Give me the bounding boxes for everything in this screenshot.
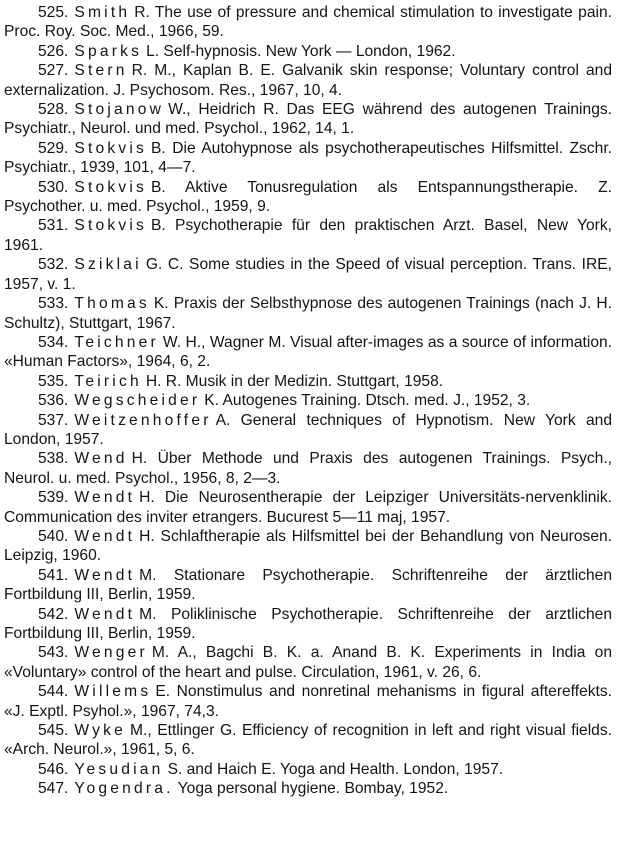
reference-number: 538. <box>38 450 69 468</box>
reference-number: 533. <box>38 295 69 313</box>
reference-author: Wenger <box>74 644 148 662</box>
reference-number: 540. <box>38 527 69 545</box>
reference-entry <box>4 760 612 779</box>
reference-number: 536. <box>38 392 69 410</box>
reference-entry <box>4 3 612 42</box>
reference-entry <box>4 42 612 61</box>
reference-number: 542. <box>38 605 69 623</box>
reference-entry <box>4 294 612 333</box>
reference-citation: M. Poliklinische Psychotherapie. Schriftenreihe der arztlichen Fortbildung III, Berlin, 1959. <box>4 605 612 642</box>
reference-citation: H. Schlaftherapie als Hilfsmittel bei der Behandlung von Neurosen. Leipzig, 1960. <box>4 527 612 565</box>
reference-number: 534. <box>38 333 69 351</box>
reference-entry <box>4 449 612 488</box>
reference-entry <box>4 139 612 178</box>
reference-citation: R. The use of pressure and chemical stimulation to investigate pain. Proc. Roy. Soc. Med., 1966, 59. <box>4 4 612 41</box>
reference-author: Stokvis <box>74 178 148 196</box>
reference-author: Sparks <box>74 42 143 60</box>
reference-list <box>4 3 612 799</box>
reference-citation: S. and Haich E. Yoga and Health. London, 1957. <box>167 760 504 778</box>
reference-author: Wendt <box>74 605 136 623</box>
reference-author: Wendt <box>74 489 136 507</box>
reference-citation: A. General techniques of Hypnotism. New York and London, 1957. <box>4 411 612 448</box>
reference-author: Yogendra. <box>74 780 174 798</box>
reference-number: 525. <box>38 4 69 21</box>
reference-number: 539. <box>38 489 69 507</box>
reference-entry <box>4 255 612 294</box>
reference-entry <box>4 333 612 372</box>
reference-citation: M., Ettlinger G. Efficiency of recognition in left and right visual fields. «Arch. Neurol.», 1961, 5, 6. <box>4 722 612 759</box>
reference-citation: H. Über Methode und Praxis des autogenen Trainings. Psych., Neurol. u. med. Psychol., 1956, 8, 2—3. <box>4 450 612 487</box>
reference-number: 537. <box>38 411 69 429</box>
reference-author: Teirich <box>74 372 142 390</box>
reference-author: Wyke <box>74 722 127 740</box>
reference-author: Teichner <box>74 333 159 351</box>
reference-author: Wendt <box>74 566 136 584</box>
reference-citation: G. C. Some studies in the Speed of visual perception. Trans. IRE, 1957, v. 1. <box>4 256 612 293</box>
reference-author: Sziklai <box>74 256 142 274</box>
reference-entry <box>4 178 612 217</box>
reference-entry <box>4 411 612 450</box>
reference-citation: K. Autogenes Training. Dtsch. med. J., 1952, 3. <box>204 392 531 410</box>
reference-number: 547. <box>38 780 69 798</box>
reference-entry <box>4 100 612 139</box>
reference-citation: Yoga personal hygiene. Bombay, 1952. <box>177 780 449 798</box>
reference-author: Willems <box>74 683 152 701</box>
reference-citation: B. Die Autohypnose als psychotherapeutisches Hilfsmittel. Zschr. Psychiatr., 1939, 101, 4—7. <box>4 139 612 177</box>
reference-entry <box>4 605 612 644</box>
reference-citation: M. Stationare Psychotherapie. Schriftenreihe der ärztlichen Fortbildung III, Berlin, 1959. <box>4 566 612 604</box>
reference-number: 531. <box>38 217 69 235</box>
reference-citation: W. H., Wagner M. Visual after-images as a source of information. «Human Factors», 1964, 6, 2. <box>4 333 612 371</box>
reference-citation: B. Aktive Tonusregulation als Entspannungstherapie. Z. Psychother. u. med. Psychol., 1959, 9. <box>4 178 612 216</box>
reference-entry <box>4 391 612 410</box>
reference-author: Thomas <box>74 295 150 313</box>
reference-citation: K. Praxis der Selbsthypnose des autogenen Trainings (nach J. H. Schultz), Stuttgart, 1967. <box>4 295 612 332</box>
reference-author: Wend <box>74 450 128 468</box>
reference-number: 527. <box>38 62 69 80</box>
reference-number: 543. <box>38 644 69 662</box>
reference-number: 546. <box>38 760 69 778</box>
reference-number: 532. <box>38 256 69 274</box>
reference-author: Weitzenhoffer <box>74 411 212 429</box>
reference-entry <box>4 372 612 391</box>
reference-citation: M. A., Bagchi B. K. a. Anand B. K. Experiments in India on «Voluntary» control of the heart and pulse. Circulation, 1961, v. 26, 6. <box>4 644 612 681</box>
reference-entry <box>4 488 612 527</box>
reference-number: 544. <box>38 683 69 701</box>
reference-entry <box>4 566 612 605</box>
reference-number: 535. <box>38 372 69 390</box>
reference-author: Stojanow <box>74 101 165 119</box>
reference-entry <box>4 779 612 798</box>
reference-citation: R. M., Kaplan B. E. Galvanik skin response; Voluntary control and externalization. J. Psychosom. Res., 1967, 10, 4. <box>4 62 612 99</box>
reference-author: Stokvis <box>74 217 148 235</box>
reference-entry <box>4 61 612 100</box>
reference-entry <box>4 682 612 721</box>
reference-citation: H. Die Neurosentherapie der Leipziger Universitäts-nervenklinik. Communication des inviter etrangers. Bucurest 5—11 maj, 1957. <box>4 489 612 526</box>
reference-author: Wendt <box>74 527 136 545</box>
reference-number: 529. <box>38 139 69 157</box>
reference-entry <box>4 527 612 566</box>
reference-citation: W., Heidrich R. Das EEG während des autogenen Trainings. Psychiatr., Neurol. und med. Psychol., 1962, 14, 1. <box>4 101 612 138</box>
reference-number: 545. <box>38 722 69 740</box>
reference-author: Smith <box>74 4 131 21</box>
reference-citation: E. Nonstimulus and nonretinal mehanisms in figural aftereffekts. «J. Exptl. Psyhol.», 1967, 74,3. <box>4 683 612 720</box>
reference-entry <box>4 643 612 682</box>
reference-author: Yesudian <box>74 760 164 778</box>
reference-author: Stern <box>74 62 128 80</box>
reference-number: 530. <box>38 178 69 196</box>
reference-entry <box>4 216 612 255</box>
reference-number: 526. <box>38 42 69 60</box>
reference-citation: H. R. Musik in der Medizin. Stuttgart, 1958. <box>145 372 444 390</box>
reference-author: Wegscheider <box>74 392 201 410</box>
reference-number: 528. <box>38 101 69 119</box>
reference-citation: L. Self-hypnosis. New York — London, 1962. <box>146 42 456 60</box>
reference-entry <box>4 721 612 760</box>
reference-number: 541. <box>38 566 69 584</box>
reference-citation: B. Psychotherapie für den praktischen Arzt. Basel, New York, 1961. <box>4 217 612 254</box>
reference-author: Stokvis <box>74 139 148 157</box>
